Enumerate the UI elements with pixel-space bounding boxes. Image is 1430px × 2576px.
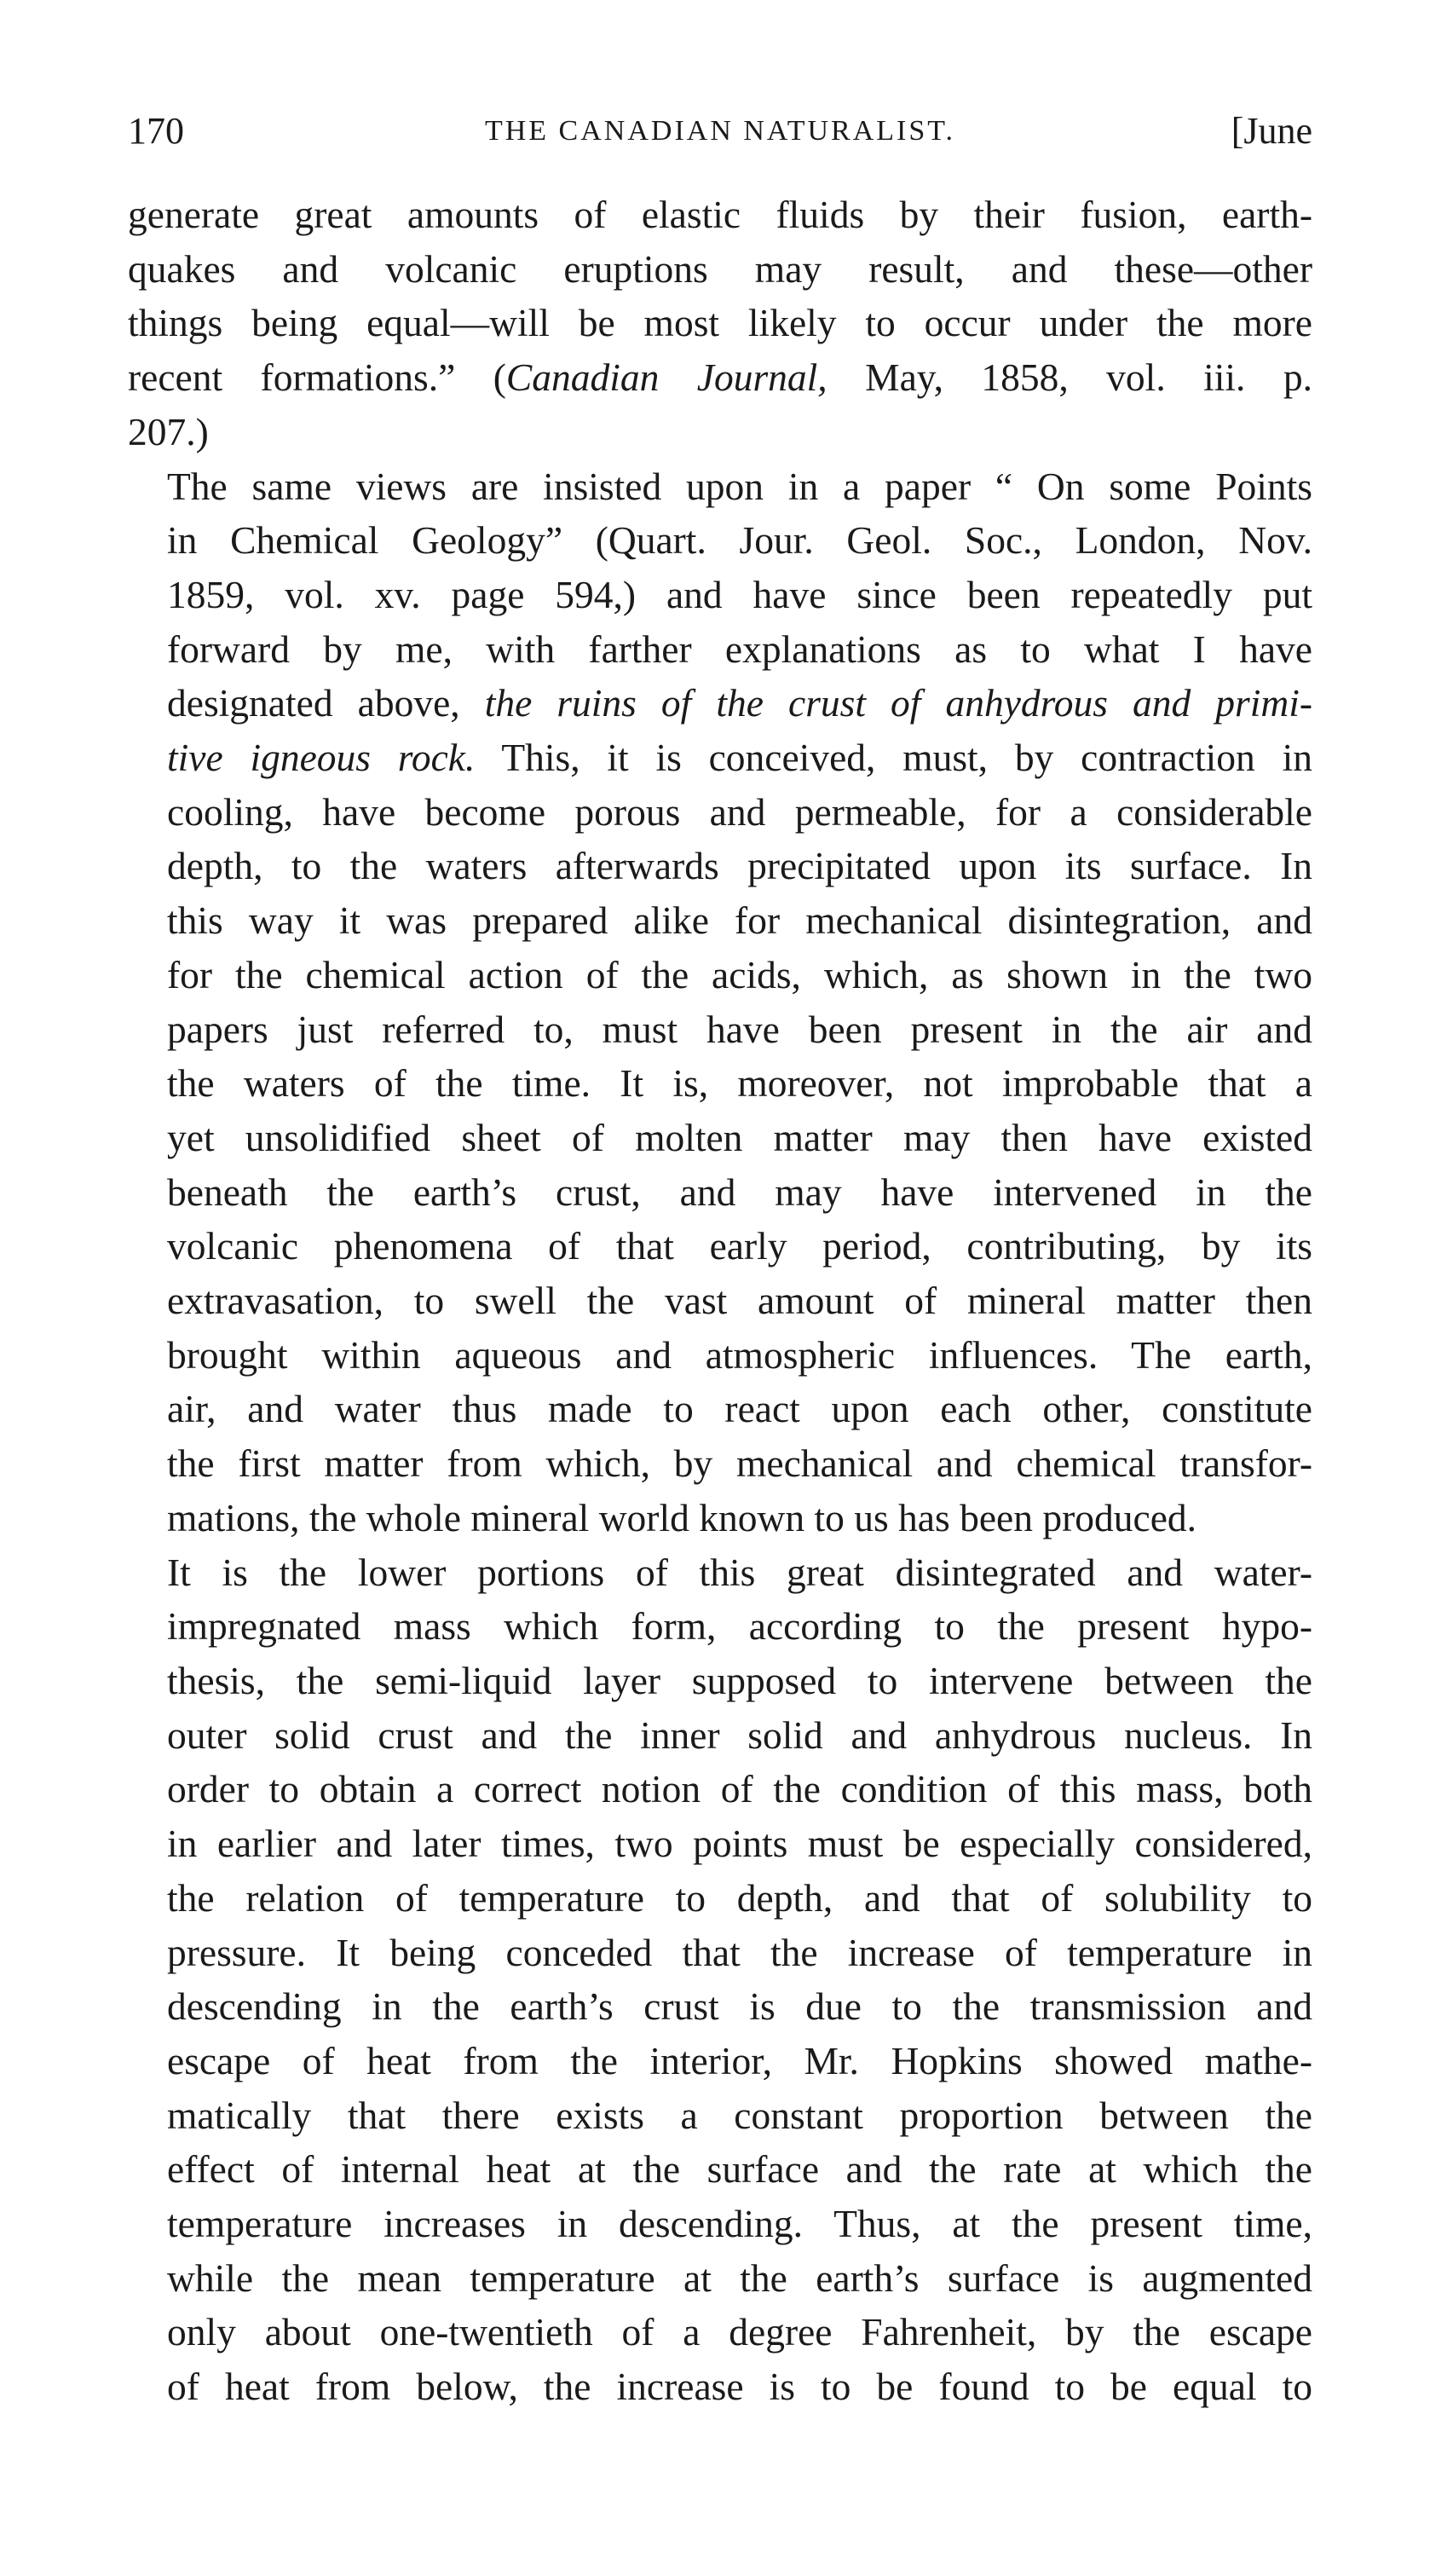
journal-title: THE CANADIAN NATURALIST. [484, 115, 956, 147]
text-line: It is the lower portions of this great disintegrated and water- [167, 1550, 1312, 1594]
text-segment: designated above, [167, 681, 485, 725]
text-line: depth, to the waters afterwards precipitated upon its surface. In [167, 844, 1312, 888]
text-line: 207.) [128, 409, 209, 453]
italic-phrase-end: tive igneous rock. [167, 736, 476, 780]
body-text [128, 188, 1312, 2414]
paragraph-1 [128, 188, 1312, 459]
text-line: matically that there exists a constant proportion between the [167, 2093, 1312, 2137]
text-line: the waters of the time. It is, moreover, not improbable that a [167, 1061, 1312, 1106]
page-number: 170 [128, 110, 184, 152]
text-line: generate great amounts of elastic fluids by their fusion, earth- [128, 193, 1312, 236]
text-line: temperature increases in descending. Thus, at the present time, [167, 2202, 1312, 2246]
text-line: impregnated mass which form, according to the present hypo- [167, 1604, 1312, 1649]
issue-month: [June [1231, 110, 1312, 152]
text-line-italic-end [128, 731, 1312, 785]
text-line: papers just referred to, must have been present in the air and [167, 1007, 1312, 1051]
text-line: escape of heat from the interior, Mr. Hopkins showed mathe- [167, 2038, 1312, 2082]
text-line: cooling, have become porous and permeable, for a considerable [167, 789, 1312, 834]
text-line: while the mean temperature at the earth’s surface is augmented [167, 2255, 1312, 2300]
italic-phrase: the ruins of the crust of anhydrous and primi- [484, 681, 1312, 725]
text-line-citation [128, 350, 1312, 405]
text-line: things being equal—will be most likely to occur under the more [128, 301, 1312, 345]
text-segment: recent formations.” ( [128, 355, 506, 400]
text-line: effect of internal heat at the surface and the rate at which the [167, 2147, 1312, 2192]
text-line: beneath the earth’s crust, and may have intervened in the [167, 1170, 1312, 1214]
text-line: of heat from below, the increase is to be found to be equal to [167, 2365, 1312, 2409]
text-line: order to obtain a correct notion of the condition of this mass, both [167, 1767, 1312, 1811]
paragraph-2 [128, 459, 1312, 1545]
paragraph-3 [128, 1545, 1312, 2414]
citation-journal: Canadian Journal, [505, 355, 827, 400]
running-head [128, 101, 1312, 162]
text-line: yet unsolidified sheet of molten matter may then have existed [167, 1115, 1312, 1159]
text-line: brought within aqueous and atmospheric influences. The earth, [167, 1332, 1312, 1377]
text-line: extravasation, to swell the vast amount of mineral matter then [167, 1279, 1312, 1323]
text-line: 1859, vol. xv. page 594,) and have since been repeatedly put [167, 572, 1312, 616]
text-line: for the chemical action of the acids, which, as shown in the two [167, 952, 1312, 996]
text-line: quakes and volcanic eruptions may result, and these—other [128, 246, 1312, 291]
text-line: outer solid crust and the inner solid and anhydrous nucleus. In [167, 1713, 1312, 1757]
text-line: air, and water thus made to react upon each other, constitute [167, 1387, 1312, 1431]
text-line-italic-phrase [128, 676, 1312, 731]
text-line: thesis, the semi-liquid layer supposed to intervene between the [167, 1658, 1312, 1702]
book-page [128, 101, 1312, 2414]
text-segment: This, it is conceived, must, by contraction in [475, 736, 1312, 780]
citation-details: May, 1858, vol. iii. p. [827, 355, 1312, 400]
text-line: in Chemical Geology” (Quart. Jour. Geol. Soc., London, Nov. [167, 518, 1312, 563]
text-line: pressure. It being conceded that the increase of temperature in [167, 1930, 1312, 1974]
text-line: the first matter from which, by mechanical and chemical transfor- [167, 1441, 1312, 1486]
text-line: the relation of temperature to depth, and that of solubility to [167, 1875, 1312, 1920]
text-line: The same views are insisted upon in a paper “ On some Points [167, 464, 1312, 508]
text-line: in earlier and later times, two points must be especially considered, [167, 1822, 1312, 1866]
text-line: this way it was prepared alike for mechanical disintegration, and [167, 898, 1312, 943]
text-line: forward by me, with farther explanations as to what I have [167, 627, 1312, 671]
text-line: descending in the earth’s crust is due to the transmission and [167, 1984, 1312, 2029]
text-line: only about one-twentieth of a degree Fahrenheit, by the escape [167, 2310, 1312, 2354]
text-line: mations, the whole mineral world known to us has been produced. [167, 1495, 1197, 1539]
text-line: volcanic phenomena of that early period, contributing, by its [167, 1224, 1312, 1268]
